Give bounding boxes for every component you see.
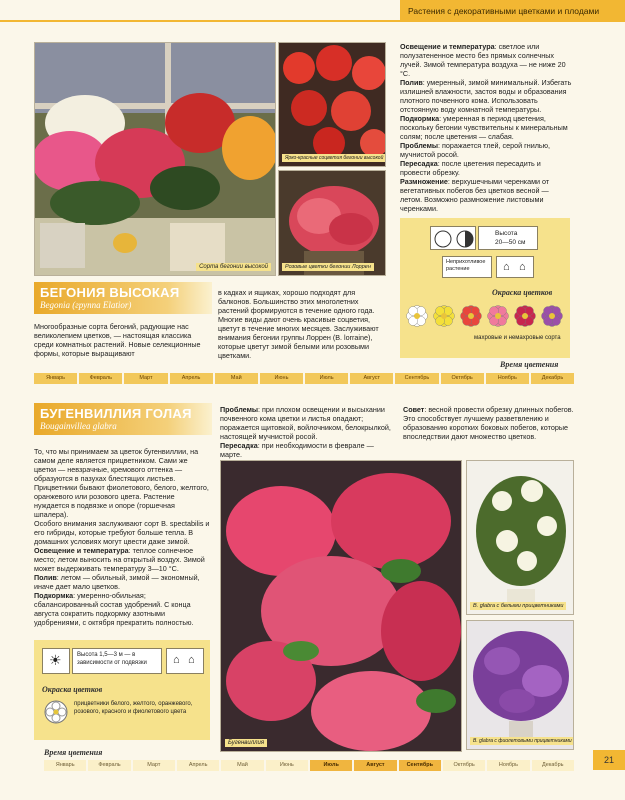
b-care-repot: Пересадка: при необходимости в феврале — марте. (220, 441, 374, 459)
easy-plant-label: Неприхотливое растение (446, 259, 486, 272)
b-care-icons (166, 648, 204, 674)
bougainvillea-white-art (467, 461, 574, 615)
month-cell: Апрель (177, 760, 219, 771)
month-cell: Июль (305, 373, 348, 384)
thermo-icon: ⌂ (503, 261, 510, 273)
bougainvillea-bloom-title: Время цветения (44, 748, 103, 757)
begonia-title-bar (34, 282, 212, 314)
caption-white: B. glabra с белыми прицветниками (470, 602, 566, 610)
month-cell: Май (215, 373, 258, 384)
bougainvillea-intro-b: Особого внимания заслуживают сорт B. spectabilis и его гибриды, которые требуют больше тепла. В домашних условиях могут цвести даже зимой. (34, 519, 210, 546)
bougainvillea-white-photo (466, 460, 574, 615)
b-care-light: Освещение и температура: теплое солнечное место; летом выносить на открытый воздух. Зимой может выдерживать температуру 3—10 °С. (34, 546, 205, 573)
begonia-color-title: Окраска цветков (492, 288, 553, 297)
caption-purple: B. glabra с фиолетовыми прицветниками (470, 737, 574, 745)
month-cell: Сентябрь (399, 760, 441, 771)
bougainvillea-col3 (403, 405, 575, 441)
care-problems: Проблемы: поражается тлей, серой гнилью, мучнистой росой. (400, 141, 551, 159)
bougainvillea-main-photo (220, 460, 462, 752)
caption-main: Сорта бегонии высокой (196, 263, 271, 271)
b-sun-box (42, 648, 70, 674)
bougainvillea-title: БУГЕНВИЛЛИЯ ГОЛАЯ (40, 406, 192, 421)
caption-bougainvillea: Бугенвиллия (225, 739, 267, 747)
care-water: Полив: умеренный, зимой минимальный. Избегать излишней влажности, застоя воды и образования плотного почвенного кома. Использовать отстоянную воду комнатной температуры. (400, 78, 572, 114)
flower-color-swatch (405, 304, 429, 328)
bougainvillea-title-bar (34, 403, 212, 435)
month-cell: Июнь (260, 373, 303, 384)
begonia-red-photo (278, 42, 386, 167)
month-cell: Октябрь (441, 373, 484, 384)
sun-icon: ☀ (49, 652, 62, 668)
flower-color-swatch (459, 304, 483, 328)
bougainvillea-purple-photo (466, 620, 574, 750)
begonia-swatch-row (405, 304, 565, 328)
light-icons (430, 226, 476, 250)
month-cell: Февраль (88, 760, 130, 771)
b-care-water: Полив: летом — обильный, зимой — экономный, иначе дает мало цветков. (34, 573, 200, 591)
begonia-pink-photo (278, 170, 386, 276)
month-cell: Ноябрь (486, 373, 529, 384)
month-cell: Январь (44, 760, 86, 771)
begonia-month-strip (34, 373, 574, 384)
month-cell: Декабрь (531, 373, 574, 384)
pot-icon: ⌂ (173, 654, 180, 666)
bougainvillea-photo-art (221, 461, 462, 752)
begonia-photo-art (35, 43, 276, 276)
care-light: Освещение и температура: светлое или полузатененное место без прямых солнечных лучей. Зимой температура воздуха — не ниже 20 °С. (400, 42, 566, 78)
begonia-color-note: махровые и немахровые сорта (474, 335, 561, 341)
begonia-pink-art (279, 171, 386, 276)
b-height-text: Высота 1,5—3 м — в зависимости от подвязки (77, 652, 147, 666)
bougainvillea-intro-a: То, что мы принимаем за цветок бугенвиллии, на самом деле является прицветником. Сами же цветки — невзрачные, кремового оттенка — образуются в пазухах блестящих листьев. Прицветники бывают фиолетового, белого, желтого, оранжевого или розового цвета. Растение нуждается в подвязке и опоре (горшечная шпалера). (34, 447, 209, 519)
begonia-main-photo (34, 42, 276, 276)
b-color-title: Окраска цветков (42, 685, 103, 694)
bougainvillea-purple-art (467, 621, 574, 750)
b-color-text: прицветники белого, желтого, оранжевого, розового, красного и фиолетового цвета (74, 701, 193, 715)
easy-plant-box (442, 256, 492, 278)
month-cell: Июнь (266, 760, 308, 771)
month-cell: Ноябрь (487, 760, 529, 771)
month-cell: Январь (34, 373, 77, 384)
header-rule (0, 20, 400, 22)
height-label: Высота (495, 230, 518, 237)
care-feed: Подкормка: умеренная в период цветения, поскольку бегонии чувствительны к минеральным солям; после цветения — слабая. (400, 114, 568, 141)
care-propagation: Размножение: верхушечными черенками от вегетативных побегов без цветков весной — летом. Возможно размножение листовыми черенками. (400, 177, 550, 213)
month-cell: Октябрь (443, 760, 485, 771)
begonia-red-art (279, 43, 386, 167)
bougainvillea-latin: Bougainvillea glabra (40, 421, 117, 431)
section-title: Растения с декоративными цветками и плодами (408, 6, 600, 16)
month-cell: Август (350, 373, 393, 384)
flower-color-swatch (486, 304, 510, 328)
month-cell: Апрель (170, 373, 213, 384)
month-cell: Февраль (79, 373, 122, 384)
caption-pink: Розовые цветки бегонии Лоррен (282, 263, 374, 271)
begonia-intro-1: Многообразные сорта бегоний, радующие нас великолепием цветков, — настоящая классика среди комнатных растений. Новые селекционные формы, которые выращивают (34, 322, 201, 358)
pot-icon: ⌂ (519, 261, 526, 273)
caption-red: Ярко-красные соцветия бегонии высокой (282, 154, 386, 162)
begonia-intro-2: в кадках и ящиках, хорошо подходят для балконов. Большинство этих многолетних растений формируются в течение одного года. Многие виды дают очень красивые соцветия, цветут в течение многих месяцев. Заслуживают внимания бегонии группы Лоррен (B. lorraine), которые цветут зимой белыми или розовыми цветками. (218, 288, 379, 360)
half-shade-icon (431, 227, 477, 251)
section-header (400, 0, 625, 22)
month-cell: Сентябрь (395, 373, 438, 384)
bougainvillea-text (34, 447, 210, 627)
b-height-box (72, 648, 162, 674)
bougainvillea-month-strip (44, 760, 574, 771)
b-care-feed: Подкормка: умеренно-обильная; сбалансированный состав удобрений. С конца августа сократить подкормку азотными удобрениями, с октября прекратить полностью. (34, 591, 194, 627)
begonia-bloom-title: Время цветения (500, 360, 559, 369)
month-cell: Март (133, 760, 175, 771)
page-number: 21 (593, 750, 625, 770)
b-flower-icon (44, 700, 68, 724)
begonia-care (400, 42, 572, 213)
month-cell: Июль (310, 760, 352, 771)
month-cell: Май (221, 760, 263, 771)
month-cell: Декабрь (532, 760, 574, 771)
begonia-info-panel (400, 218, 570, 358)
care-repot: Пересадка: после цветения пересадить и провести обрезку. (400, 159, 541, 177)
begonia-latin: Begonia (группа Elatior) (40, 300, 132, 310)
thermo-icon: ⌂ (188, 654, 195, 666)
flower-color-swatch (513, 304, 537, 328)
bougainvillea-info-panel (34, 640, 210, 740)
month-cell: Март (124, 373, 167, 384)
begonia-title: БЕГОНИЯ ВЫСОКАЯ (40, 285, 180, 300)
height-box (478, 226, 538, 250)
month-cell: Август (354, 760, 396, 771)
b-care-problems: Проблемы: при плохом освещении и высыхании почвенного кома цветки и листья опадают; поражается щитовкой, войлочником, белокрылкой, настоящей мучнистой росой. (220, 405, 391, 441)
bougainvillea-col2 (220, 405, 395, 459)
height-value: 20—50 см (495, 239, 526, 246)
temp-icons (496, 256, 534, 278)
b-care-tip: Совет: весной провести обрезку длинных побегов. Это способствует лучшему разветвлению и образованию коротких боковых побегов, которые впоследствии дают множество цветков. (403, 405, 574, 441)
flower-color-swatch (432, 304, 456, 328)
flower-color-swatch (540, 304, 564, 328)
